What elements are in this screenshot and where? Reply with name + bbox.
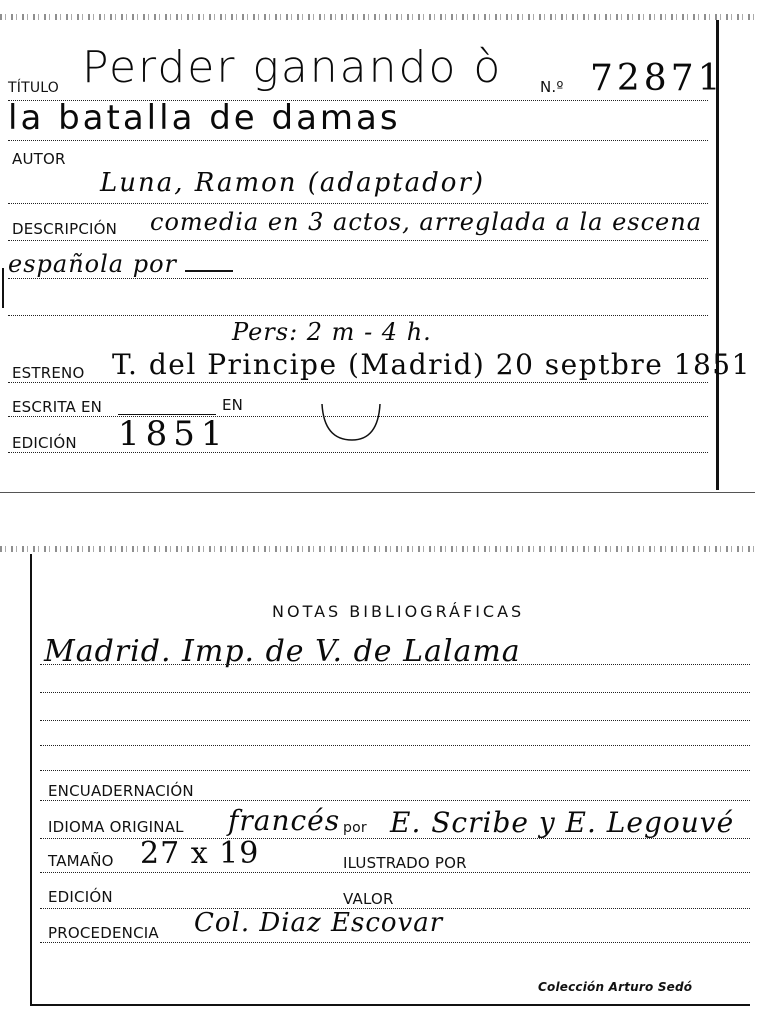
numero-value: 72871 bbox=[590, 58, 725, 99]
descripcion-blank-underline bbox=[185, 270, 233, 272]
encuadernacion-label: ENCUADERNACIÓN bbox=[48, 782, 194, 800]
procedencia-value: Col. Diaz Escovar bbox=[194, 908, 444, 938]
notas-dotline-4 bbox=[40, 745, 750, 746]
descripcion-label: DESCRIPCIÓN bbox=[12, 220, 118, 238]
descripcion-dotline-2 bbox=[8, 278, 708, 279]
estreno-dotline bbox=[8, 382, 708, 383]
card-left-notch bbox=[2, 268, 4, 308]
autor-label: AUTOR bbox=[12, 150, 66, 168]
card2-bottom-border bbox=[30, 1004, 750, 1006]
card-bottom-border bbox=[0, 492, 755, 493]
notas-dotline-3 bbox=[40, 720, 750, 721]
tamano-dotline bbox=[40, 872, 750, 873]
edicion-label: EDICIÓN bbox=[12, 434, 77, 452]
por-value: E. Scribe y E. Legouvé bbox=[390, 806, 735, 839]
titulo-value-line1: Perder ganando ò bbox=[82, 42, 503, 93]
edicion2-label: EDICIÓN bbox=[48, 888, 113, 906]
catalog-card-top bbox=[0, 0, 759, 495]
estreno-value: T. del Principe (Madrid) 20 septbre 1851 bbox=[112, 348, 751, 381]
catalog-card-bottom bbox=[0, 540, 759, 1028]
por-label: por bbox=[343, 820, 367, 836]
punch-hole bbox=[318, 400, 384, 444]
procedencia-dotline bbox=[40, 942, 750, 943]
edicion-dotline bbox=[8, 452, 708, 453]
notas-dotline-2 bbox=[40, 692, 750, 693]
autor-dotline bbox=[8, 203, 708, 204]
escrita-en-label: ESCRITA EN bbox=[12, 398, 103, 416]
card-bottom-top-edge bbox=[0, 546, 759, 552]
idioma-label: IDIOMA ORIGINAL bbox=[48, 818, 184, 836]
descripcion-dotline bbox=[8, 240, 708, 241]
encuadernacion-dotline bbox=[40, 800, 750, 801]
notas-dotline-1 bbox=[40, 664, 750, 665]
notas-value: Madrid. Imp. de V. de Lalama bbox=[44, 634, 521, 669]
card2-left-border bbox=[30, 554, 32, 1004]
idioma-value: francés bbox=[228, 804, 341, 837]
valor-label: VALOR bbox=[343, 890, 394, 908]
estreno-label: ESTRENO bbox=[12, 364, 85, 382]
coleccion-stamp: Colección Arturo Sedó bbox=[538, 980, 693, 994]
procedencia-label: PROCEDENCIA bbox=[48, 924, 159, 942]
numero-label: N.º bbox=[540, 78, 564, 96]
en-label: EN bbox=[222, 396, 244, 414]
tamano-value: 27 x 19 bbox=[140, 836, 260, 871]
descripcion-value-line2: española por bbox=[8, 250, 177, 278]
edicion-value: 1851 bbox=[118, 414, 229, 454]
descripcion-value: comedia en 3 actos, arreglada a la escena bbox=[150, 208, 703, 236]
notas-header: NOTAS BIBLIOGRÁFICAS bbox=[272, 602, 525, 621]
titulo-value-line2: la batalla de damas bbox=[8, 98, 401, 138]
titulo-label: TÍTULO bbox=[8, 80, 59, 96]
tamano-label: TAMAÑO bbox=[48, 852, 114, 870]
titulo-dotline-2 bbox=[8, 140, 708, 141]
autor-value: Luna, Ramon (adaptador) bbox=[100, 168, 486, 198]
descripcion-dotline-3 bbox=[8, 315, 708, 316]
notas-dotline-5 bbox=[40, 770, 750, 771]
ilustrado-label: ILUSTRADO POR bbox=[343, 854, 467, 872]
personajes-note: Pers: 2 m - 4 h. bbox=[232, 318, 432, 346]
card-top-edge bbox=[0, 14, 759, 20]
